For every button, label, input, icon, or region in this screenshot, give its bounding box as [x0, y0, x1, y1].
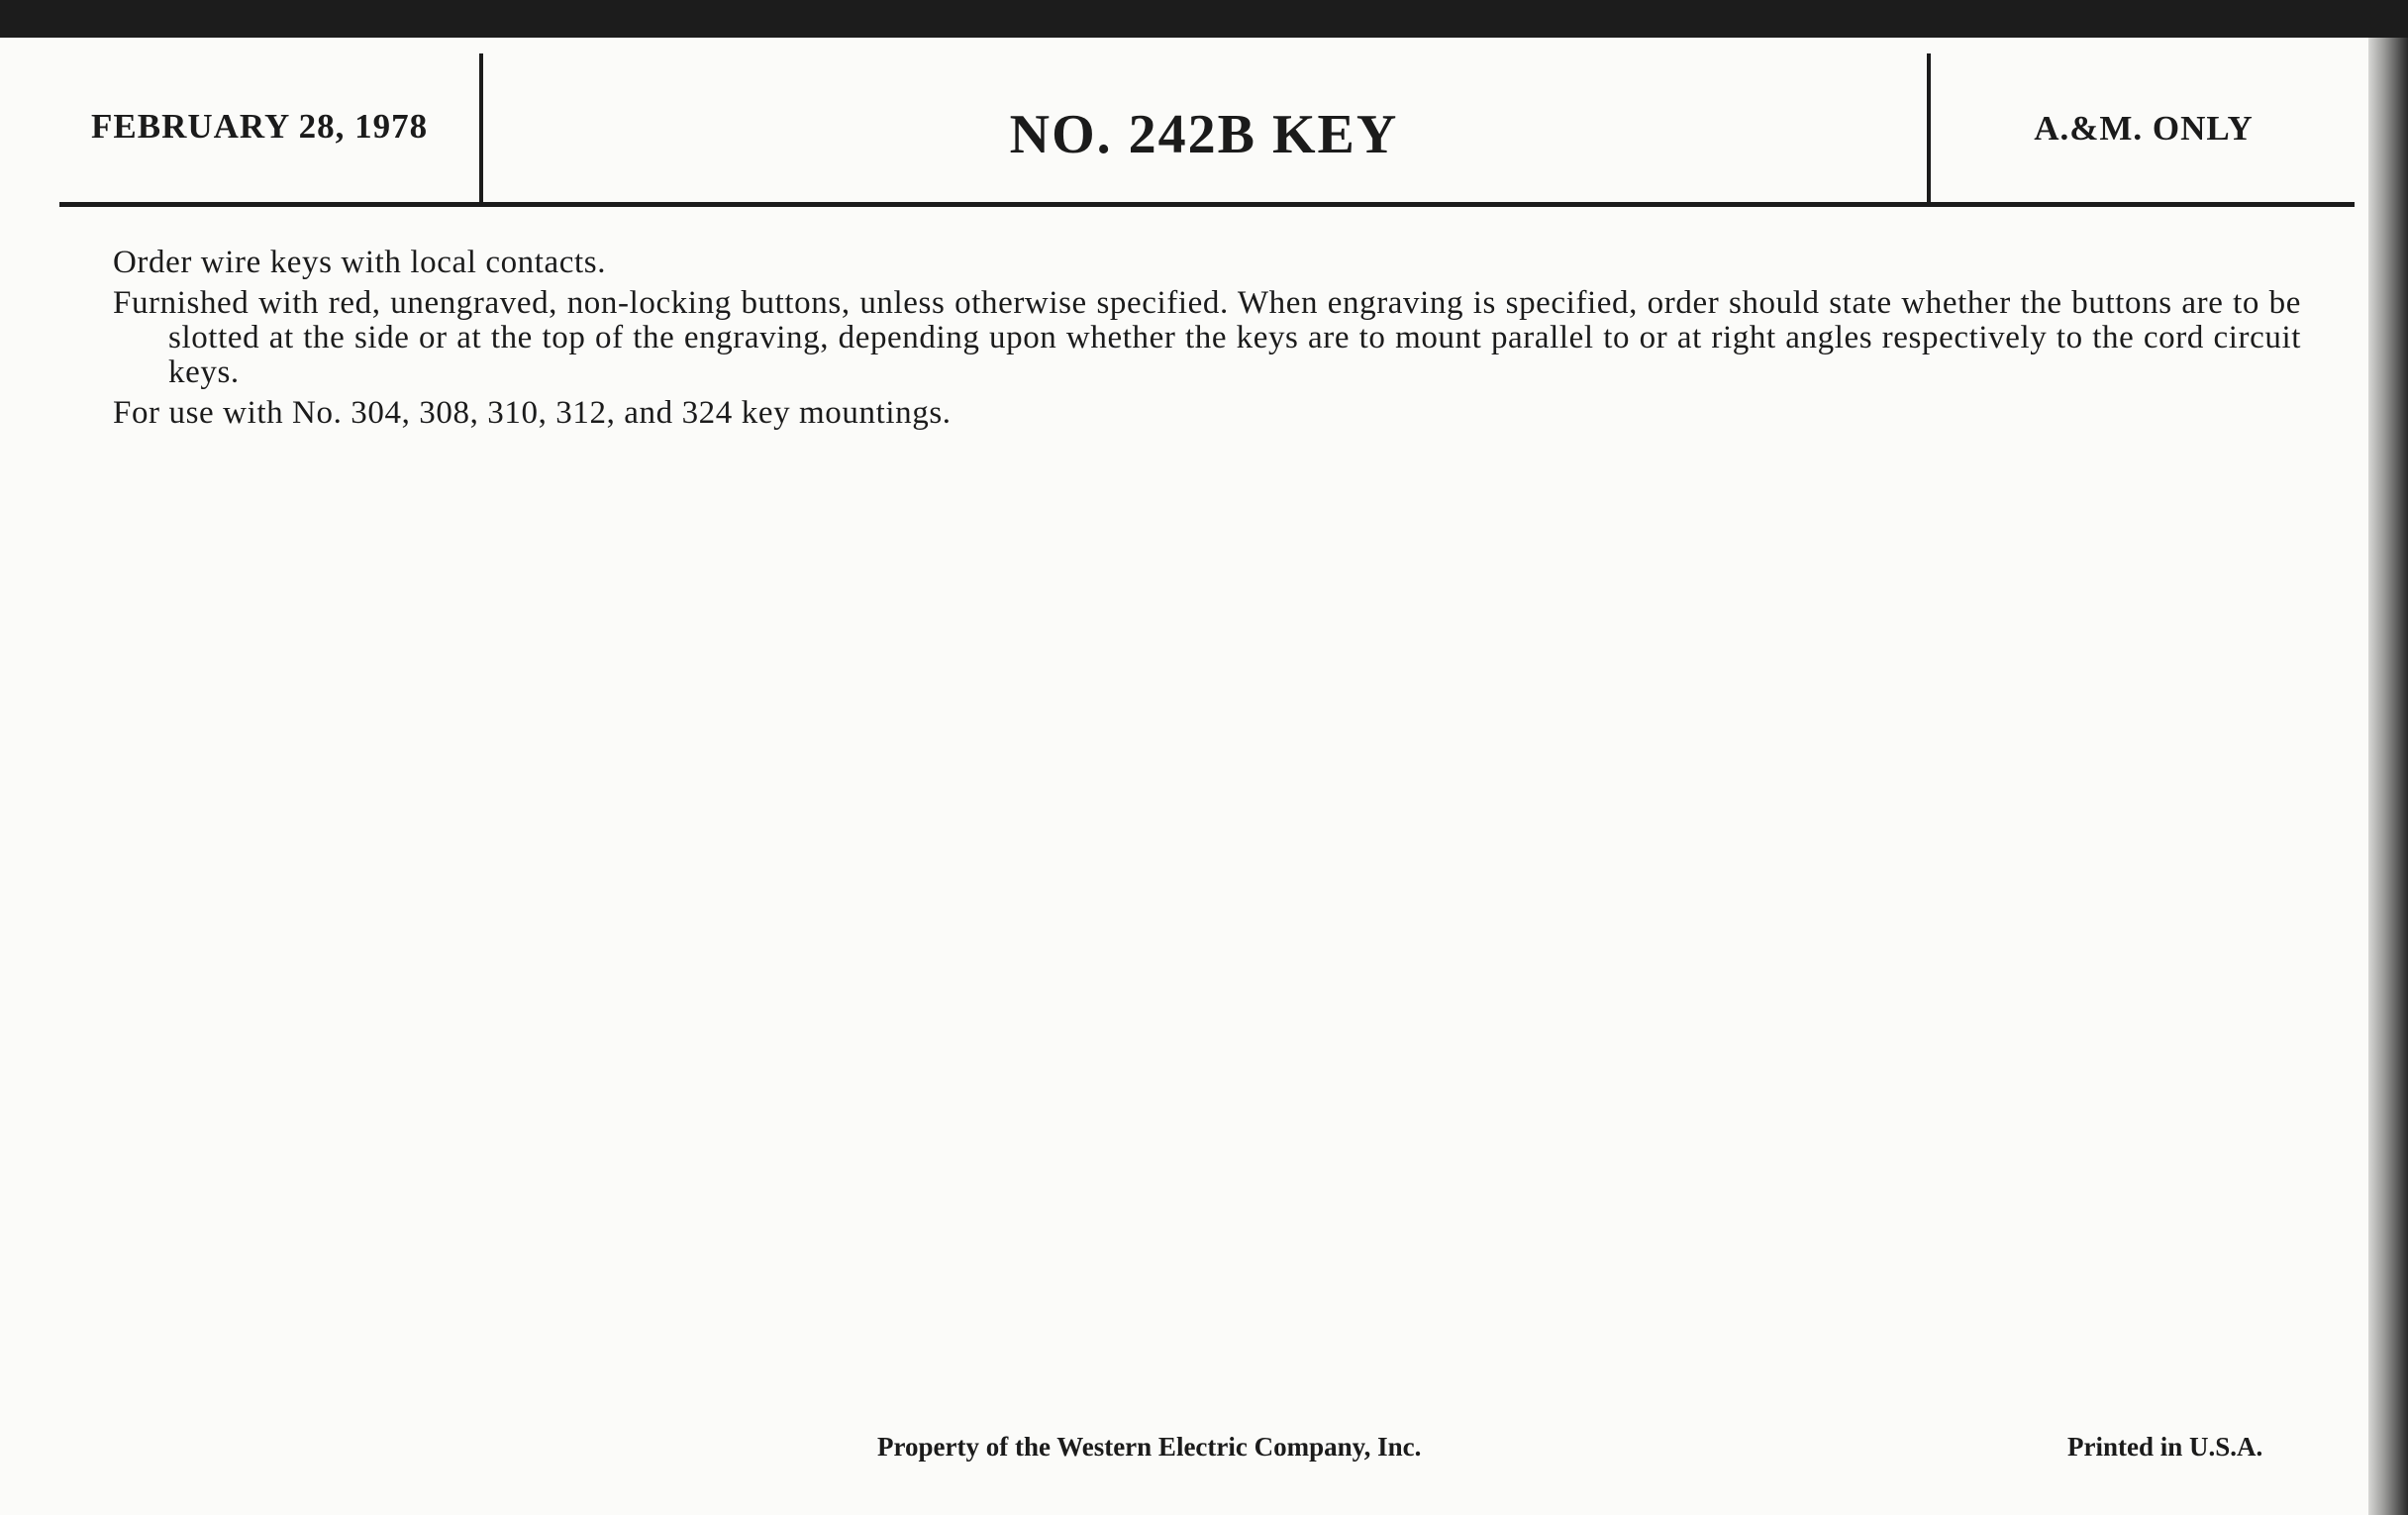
- page-title: NO. 242B KEY: [1009, 104, 1399, 165]
- description-body: [113, 246, 2301, 437]
- description-paragraph: Furnished with red, unengraved, non-locking buttons, unless otherwise specified. When engraving is specified, order should state whether the buttons are to be slotted at the side or at the top of the engraving, depending upon whether the keys are to mount parallel to or at right angles respectively to the cord circuit keys.: [113, 285, 2301, 390]
- card-edge-shadow: [2368, 38, 2408, 1515]
- printed-notice: Printed in U.S.A.: [2067, 1432, 2263, 1462]
- catalog-card: [0, 38, 2374, 1515]
- header-rule: [59, 202, 2355, 207]
- restriction-label: A.&M. ONLY: [2034, 109, 2254, 148]
- description-paragraph: For use with No. 304, 308, 310, 312, and 324 key mountings.: [113, 395, 952, 431]
- description-paragraph: Order wire keys with local contacts.: [113, 245, 607, 280]
- property-notice: Property of the Western Electric Company, Inc.: [877, 1432, 1422, 1462]
- issue-date: FEBRUARY 28, 1978: [91, 107, 429, 146]
